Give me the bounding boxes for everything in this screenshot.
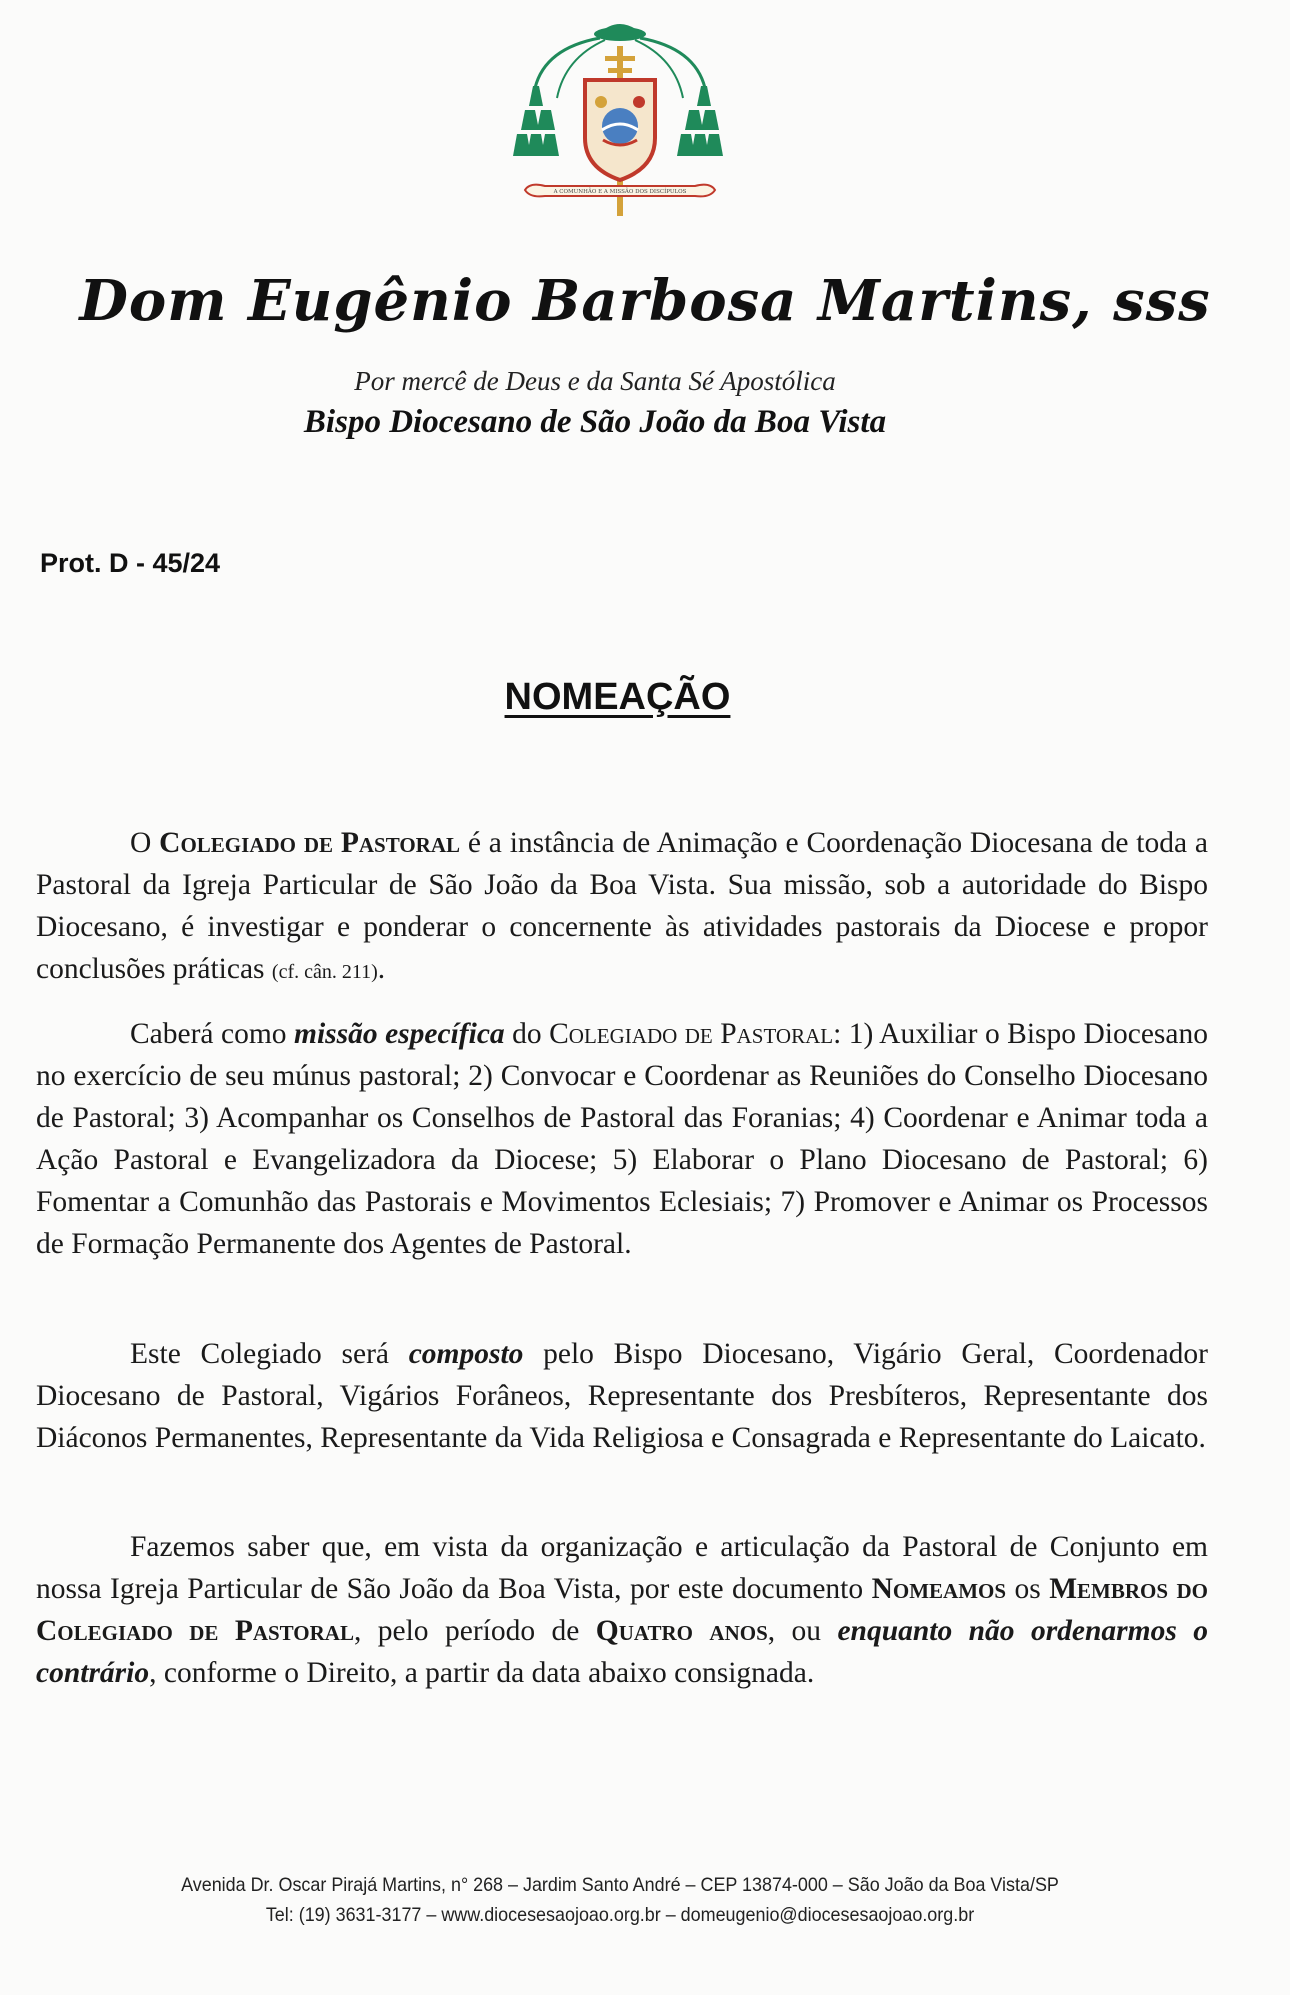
document-title: NOMEAÇÃO <box>504 676 731 718</box>
paragraph-3: Este Colegiado será composto pelo Bispo Diocesano, Vigário Geral, Coordenador Diocesano de Pastoral, Vigários Forâneos, Representante dos Presbíteros, Representante dos Diáconos Permanentes, Representante da Vida Religiosa e Consagrada e Representante do Laicato. <box>36 1338 1208 1454</box>
paragraph-4: Fazemos saber que, em vista da organização e articulação da Pastoral de Conjunto em nossa Igreja Particular de São João da Boa Vista, por este documento Nomeamos os Membros do Colegiado de Pastoral, pelo período de Quatro anos, ou enquanto não ordenarmos o contrário, conforme o Direito, a partir da data abaixo consignada. <box>36 1531 1208 1689</box>
bishop-name: Dom Eugênio Barbosa Martins, sss <box>79 268 1211 334</box>
paragraph-2: Caberá como missão específica do Colegiado de Pastoral: 1) Auxiliar o Bispo Diocesano no exercício de seu múnus pastoral; 2) Convocar e Coordenar as Reuniões do Conselho Diocesano de Pastoral; 3) Acompanhar os Conselhos de Pastoral das Foranias; 4) Coordenar e Animar toda a Ação Pastoral e Evangelizadora da Diocese; 5) Elaborar o Plano Diocesano de Pastoral; 6) Fomentar a Comunhão das Pastorais e Movimentos Eclesiais; 7) Promover e Animar os Processos de Formação Permanente dos Agentes de Pastoral. <box>36 1018 1208 1260</box>
coat-of-arms-icon <box>505 18 735 248</box>
grace-line: Por mercê de Deus e da Santa Sé Apostólica <box>354 366 836 396</box>
paragraph-1: O Colegiado de Pastoral é a instância de Animação e Coordenação Diocesana de toda a Pastoral da Igreja Particular de São João da Boa Vista. Sua missão, sob a autoridade do Bispo Diocesano, é investigar e ponderar o concernente às atividades pastorais da Diocese e propor conclusões práticas (cf. cân. 211). <box>36 827 1208 985</box>
motto-text: A COMUNHÃO E A MISSÃO DOS DISCÍPULOS <box>553 189 687 195</box>
bishop-title: Bispo Diocesano de São João da Boa Vista <box>303 404 887 440</box>
protocol-number: Prot. D - 45/24 <box>40 548 221 578</box>
footer-address: Avenida Dr. Oscar Pirajá Martins, n° 268 – Jardim Santo André – CEP 13874-000 – São João da Boa Vista/SP <box>181 1874 1059 1896</box>
footer-contact: Tel: (19) 3631-3177 – www.diocesesaojoao.org.br – domeugenio@diocesesaojoao.org.br <box>265 1904 975 1926</box>
